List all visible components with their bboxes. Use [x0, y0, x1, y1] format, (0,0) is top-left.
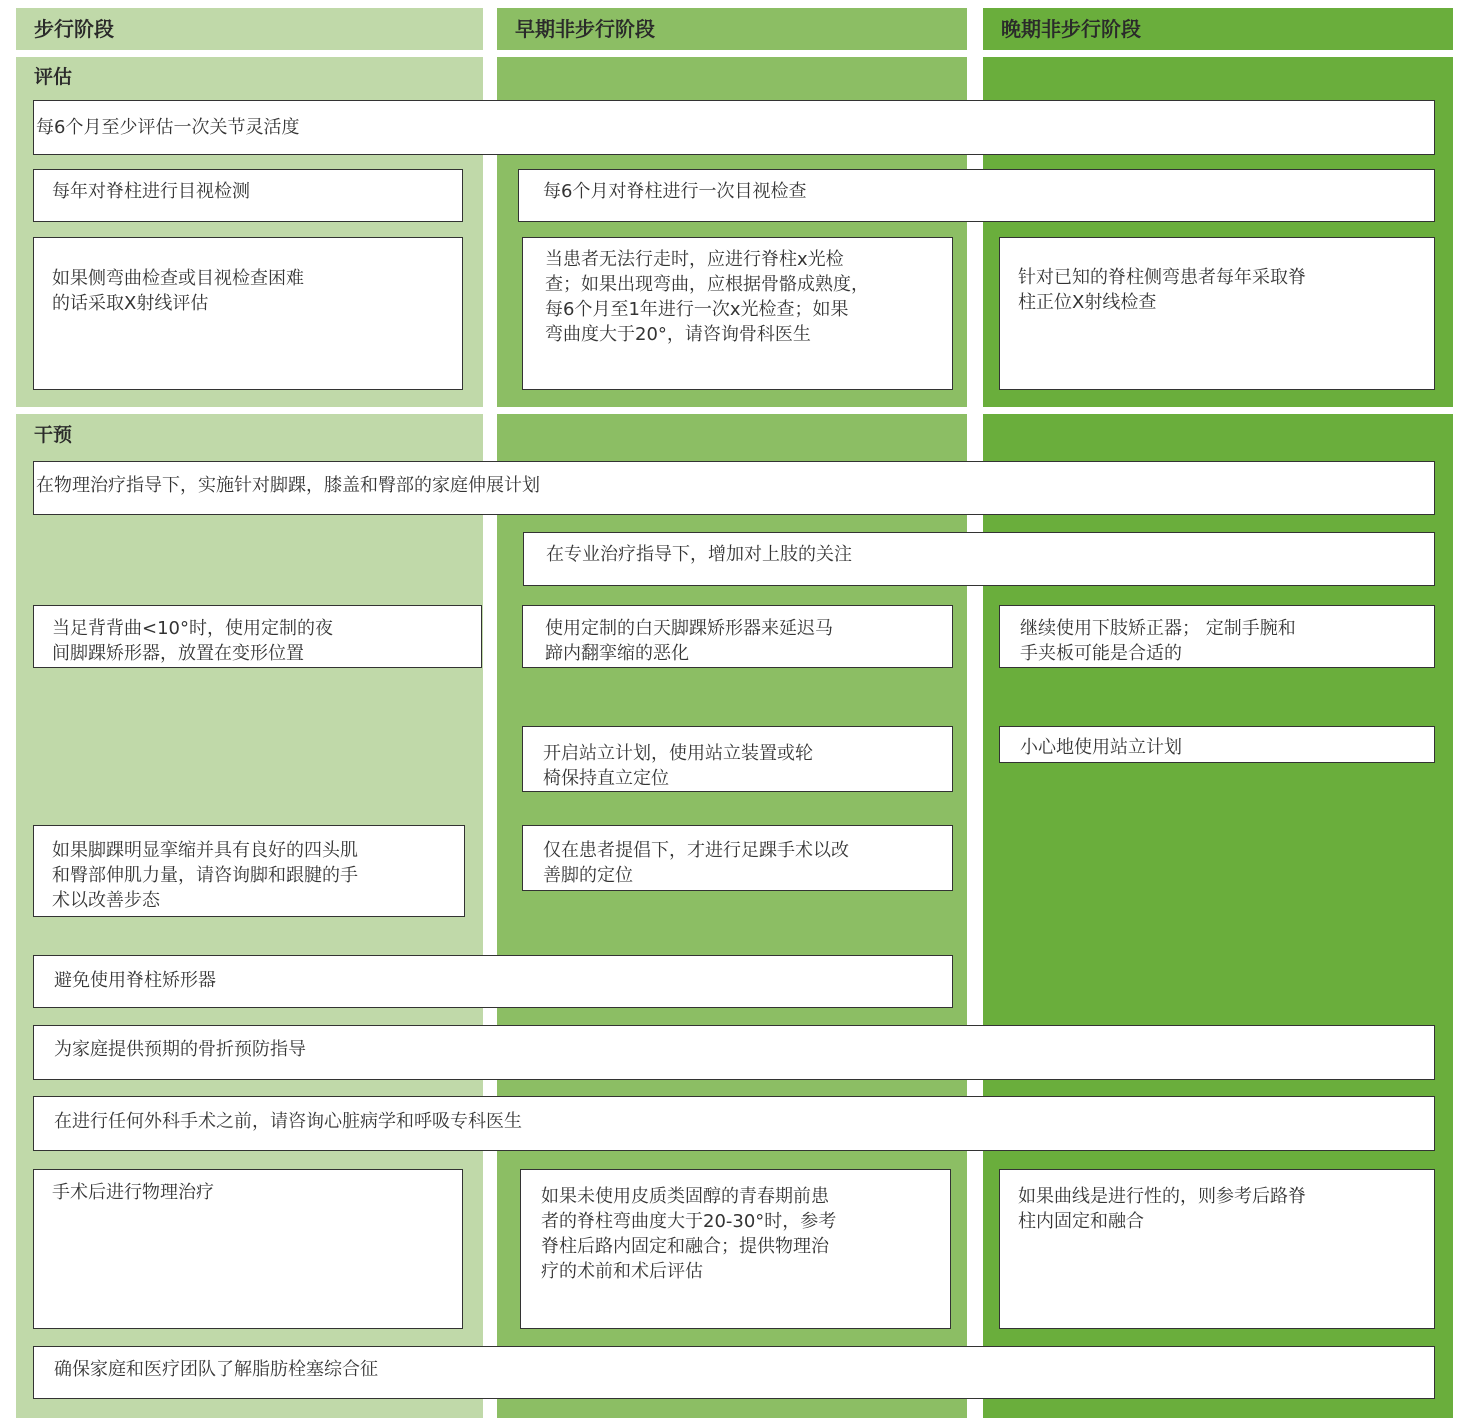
- box-foot-surgery-early: 仅在患者提倡下，才进行足踝手术以改 善脚的定位: [522, 825, 953, 891]
- box-upper-limb: 在专业治疗指导下，增加对上肢的关注: [523, 532, 1435, 586]
- box-joint-rom: 每6个月至少评估一次关节灵活度: [33, 100, 1435, 155]
- box-cardio-consult: 在进行任何外科手术之前，请咨询心脏病学和呼吸专科医生: [33, 1096, 1435, 1151]
- box-standing-program: 开启站立计划，使用站立装置或轮 椅保持直立定位: [522, 726, 953, 792]
- section-title-intervention: 干预: [34, 424, 73, 446]
- box-spinal-fusion-early: 如果未使用皮质类固醇的青春期前患 者的脊柱弯曲度大于20-30°时，参考 脊柱后路内固定和融合；提供物理治 疗的术前和术后评估: [520, 1169, 951, 1329]
- header-late-label: 晚期非步行阶段: [1001, 17, 1141, 41]
- box-day-afo: 使用定制的白天脚踝矫形器来延迟马 蹄内翻挛缩的恶化: [522, 605, 953, 668]
- section-title-assessment: 评估: [34, 66, 73, 88]
- box-avoid-spinal-orthosis: 避免使用脊柱矫形器: [33, 955, 953, 1008]
- header-early-non-ambulatory: [497, 8, 967, 50]
- box-fat-embolism: 确保家庭和医疗团队了解脂肪栓塞综合征: [33, 1346, 1435, 1399]
- box-lower-limb-orthoses: 继续使用下肢矫正器； 定制手腕和 手夹板可能是合适的: [999, 605, 1435, 668]
- box-xray-ambulatory: 如果侧弯曲检查或目视检查困难 的话采取X射线评估: [33, 237, 463, 390]
- box-home-stretch: 在物理治疗指导下，实施针对脚踝，膝盖和臀部的家庭伸展计划: [33, 461, 1435, 515]
- box-postop-pt: 手术后进行物理治疗: [33, 1169, 463, 1329]
- header-early-label: 早期非步行阶段: [515, 17, 655, 41]
- box-xray-early: 当患者无法行走时，应进行脊柱x光检 查；如果出现弯曲，应根据骨骼成熟度， 每6个月至1年进行一次x光检查；如果 弯曲度大于20°，请咨询骨科医生: [522, 237, 953, 390]
- box-spine-yearly: 每年对脊柱进行目视检测: [33, 169, 463, 222]
- box-spine-6months: 每6个月对脊柱进行一次目视检查: [518, 169, 1435, 222]
- header-ambulatory: [16, 8, 483, 50]
- header-ambulatory-label: 步行阶段: [34, 17, 114, 41]
- box-standing-careful: 小心地使用站立计划: [999, 726, 1435, 763]
- box-night-splint: 当足背背曲<10°时，使用定制的夜 间脚踝矫形器，放置在变形位置: [33, 605, 482, 668]
- box-ankle-surgery-ambulatory: 如果脚踝明显挛缩并具有良好的四头肌 和臀部伸肌力量，请咨询脚和跟腱的手 术以改善步态: [33, 825, 465, 917]
- box-fracture-prevention: 为家庭提供预期的骨折预防指导: [33, 1025, 1435, 1080]
- box-xray-late: 针对已知的脊柱侧弯患者每年采取脊 柱正位X射线检查: [999, 237, 1435, 390]
- header-late-non-ambulatory: [983, 8, 1453, 50]
- box-spinal-fusion-late: 如果曲线是进行性的，则参考后路脊 柱内固定和融合: [999, 1169, 1435, 1329]
